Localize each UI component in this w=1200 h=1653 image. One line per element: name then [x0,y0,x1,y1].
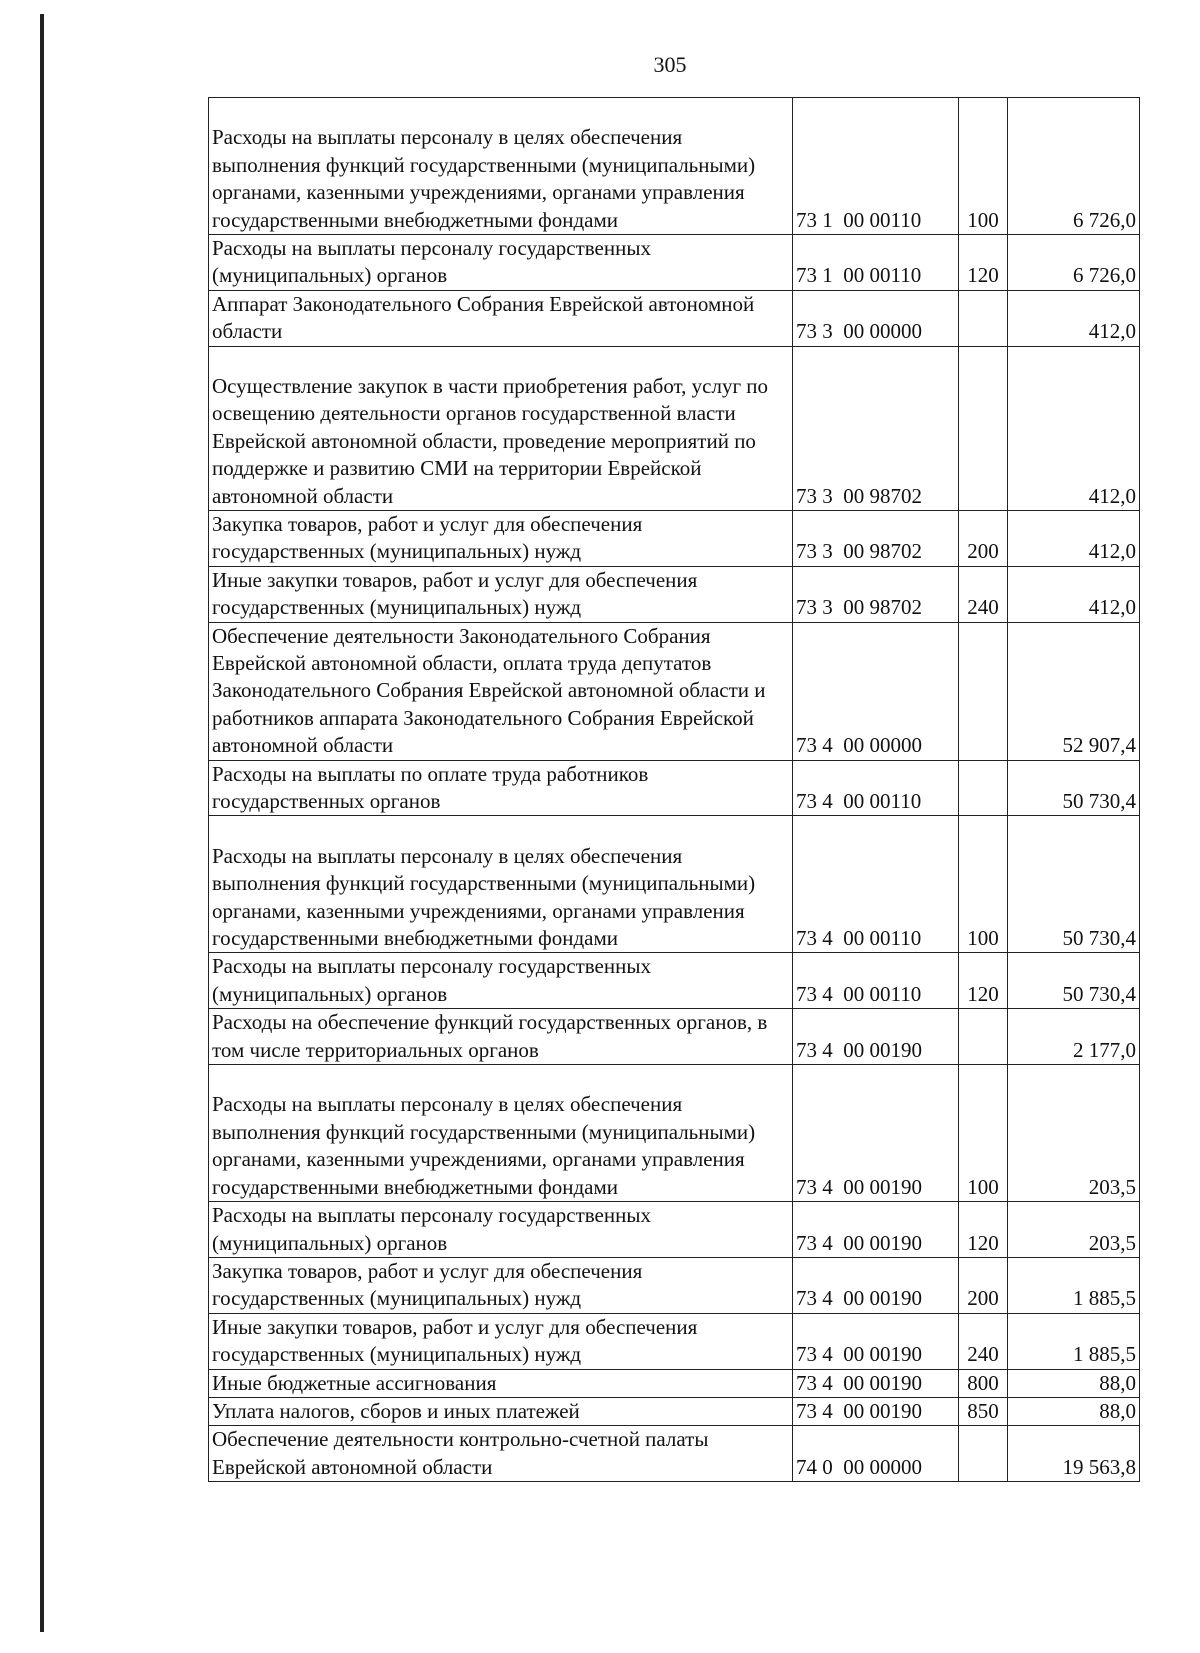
row-description: Уплата налогов, сборов и иных платежей [209,1397,793,1425]
row-target-code: 73 3 00 00000 [793,290,959,346]
row-description: Расходы на выплаты персоналу в целях обеспечения выполнения функций государственными (муниципальными) органами, казенными учреждениями, органами управления государственными внебюджетными фондами [209,816,793,953]
row-description: Закупка товаров, работ и услуг для обеспечения государственных (муниципальных) нужд [209,1257,793,1313]
table-row [209,760,1140,816]
row-target-code: 73 4 00 00190 [793,1397,959,1425]
row-target-code: 73 3 00 98702 [793,346,959,510]
row-target-code: 73 4 00 00190 [793,1065,959,1202]
row-expense-type: 120 [959,1202,1008,1258]
row-target-code: 73 4 00 00110 [793,760,959,816]
row-description: Расходы на обеспечение функций государственных органов, в том числе территориальных органов [209,1009,793,1065]
row-amount: 50 730,4 [1008,953,1140,1009]
row-target-code: 73 4 00 00190 [793,1009,959,1065]
table-row [209,1257,1140,1313]
row-expense-type [959,290,1008,346]
table-row [209,511,1140,567]
row-description: Осуществление закупок в части приобретения работ, услуг по освещению деятельности органов государственной власти Еврейской автономной области, проведение мероприятий по поддержке и развитию СМИ на территории Еврейской автономной области [209,346,793,510]
row-amount: 50 730,4 [1008,760,1140,816]
row-amount: 6 726,0 [1008,98,1140,235]
row-expense-type [959,1009,1008,1065]
row-amount: 52 907,4 [1008,622,1140,760]
row-description: Расходы на выплаты персоналу государственных (муниципальных) органов [209,1202,793,1258]
row-description: Закупка товаров, работ и услуг для обеспечения государственных (муниципальных) нужд [209,511,793,567]
row-amount: 88,0 [1008,1369,1140,1397]
table-row [209,566,1140,622]
row-expense-type: 100 [959,1065,1008,1202]
table-row [209,622,1140,760]
row-expense-type: 800 [959,1369,1008,1397]
row-expense-type [959,622,1008,760]
row-description: Иные закупки товаров, работ и услуг для обеспечения государственных (муниципальных) нужд [209,566,793,622]
row-target-code: 73 4 00 00000 [793,622,959,760]
row-description: Обеспечение деятельности Законодательного Собрания Еврейской автономной области, оплата труда депутатов Законодательного Собрания Еврейской автономной области и работников аппарата Законодательного Собрания Еврейской автономной области [209,622,793,760]
table-row [209,346,1140,510]
row-amount: 412,0 [1008,346,1140,510]
row-amount: 6 726,0 [1008,235,1140,291]
row-expense-type: 850 [959,1397,1008,1425]
row-expense-type: 100 [959,98,1008,235]
row-target-code: 73 3 00 98702 [793,566,959,622]
row-expense-type [959,1426,1008,1482]
row-target-code: 73 4 00 00190 [793,1313,959,1369]
row-description: Обеспечение деятельности контрольно-счетной палаты Еврейской автономной области [209,1426,793,1482]
table-row [209,1397,1140,1425]
row-expense-type: 240 [959,1313,1008,1369]
row-expense-type [959,760,1008,816]
row-description: Иные закупки товаров, работ и услуг для обеспечения государственных (муниципальных) нужд [209,1313,793,1369]
row-target-code: 73 4 00 00110 [793,953,959,1009]
table-row [209,1202,1140,1258]
row-expense-type: 240 [959,566,1008,622]
table-row [209,816,1140,953]
row-target-code: 73 4 00 00190 [793,1257,959,1313]
row-amount: 412,0 [1008,290,1140,346]
row-expense-type: 200 [959,1257,1008,1313]
row-amount: 1 885,5 [1008,1313,1140,1369]
row-expense-type: 200 [959,511,1008,567]
row-expense-type [959,346,1008,510]
row-amount: 412,0 [1008,511,1140,567]
row-amount: 412,0 [1008,566,1140,622]
row-description: Расходы на выплаты персоналу государственных (муниципальных) органов [209,953,793,1009]
budget-table-body [209,98,1140,1482]
row-description: Расходы на выплаты персоналу в целях обеспечения выполнения функций государственными (муниципальными) органами, казенными учреждениями, органами управления государственными внебюджетными фондами [209,1065,793,1202]
row-description: Расходы на выплаты по оплате труда работников государственных органов [209,760,793,816]
table-row [209,1313,1140,1369]
budget-table [208,97,1140,1482]
row-target-code: 73 1 00 00110 [793,98,959,235]
table-row [209,1009,1140,1065]
row-description: Расходы на выплаты персоналу в целях обеспечения выполнения функций государственными (муниципальными) органами, казенными учреждениями, органами управления государственными внебюджетными фондами [209,98,793,235]
row-amount: 203,5 [1008,1202,1140,1258]
row-amount: 88,0 [1008,1397,1140,1425]
row-amount: 50 730,4 [1008,816,1140,953]
row-amount: 1 885,5 [1008,1257,1140,1313]
row-target-code: 73 4 00 00110 [793,816,959,953]
row-target-code: 73 4 00 00190 [793,1202,959,1258]
row-target-code: 74 0 00 00000 [793,1426,959,1482]
table-row [209,953,1140,1009]
row-description: Расходы на выплаты персоналу государственных (муниципальных) органов [209,235,793,291]
row-amount: 203,5 [1008,1065,1140,1202]
row-description: Аппарат Законодательного Собрания Еврейской автономной области [209,290,793,346]
row-expense-type: 120 [959,953,1008,1009]
row-expense-type: 120 [959,235,1008,291]
table-row [209,235,1140,291]
table-row [209,1369,1140,1397]
row-target-code: 73 1 00 00110 [793,235,959,291]
row-amount: 19 563,8 [1008,1426,1140,1482]
table-row [209,98,1140,235]
row-expense-type: 100 [959,816,1008,953]
table-row [209,1065,1140,1202]
page-number: 305 [653,52,687,77]
row-description: Иные бюджетные ассигнования [209,1369,793,1397]
row-target-code: 73 4 00 00190 [793,1369,959,1397]
table-row [209,1426,1140,1482]
left-margin-bar [40,14,44,1632]
row-target-code: 73 3 00 98702 [793,511,959,567]
row-amount: 2 177,0 [1008,1009,1140,1065]
table-row [209,290,1140,346]
